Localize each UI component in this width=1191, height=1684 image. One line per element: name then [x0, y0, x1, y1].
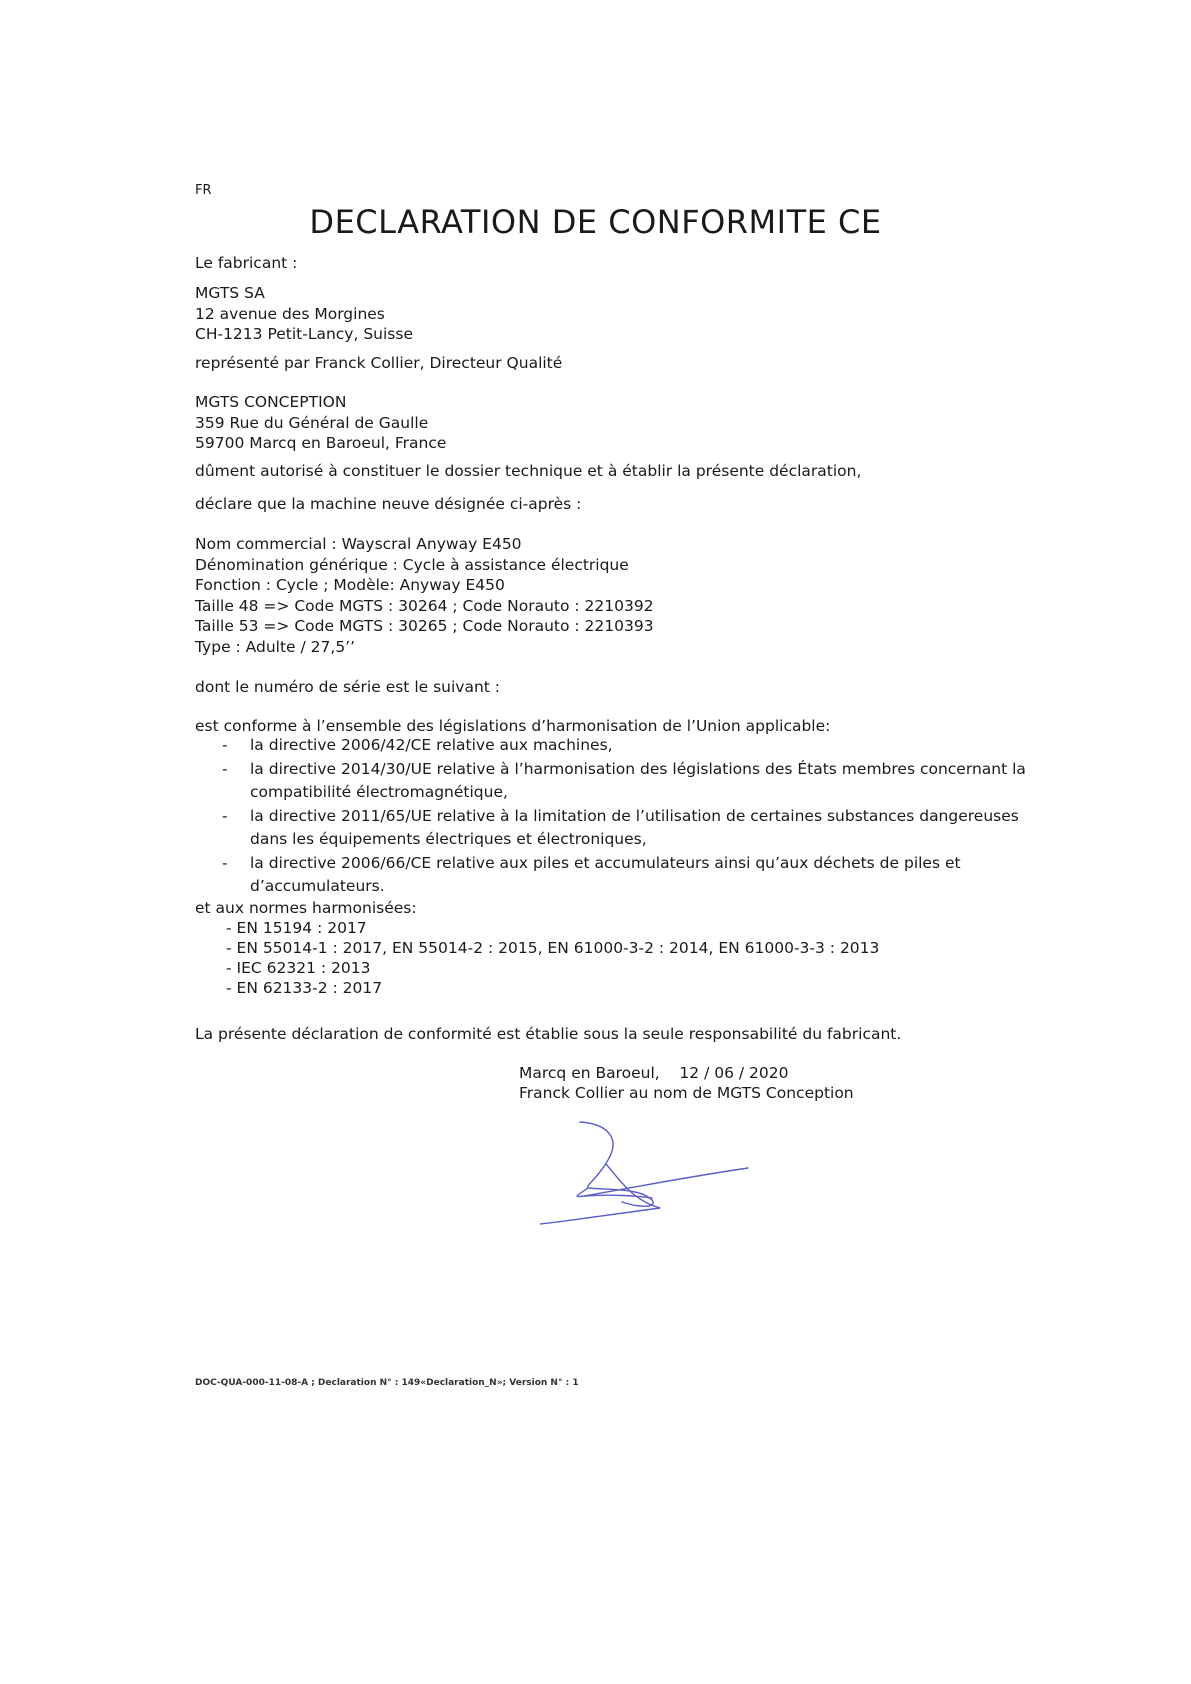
directive-line: la directive 2014/30/UE relative à l’harmonisation des législations des États membres concernant la [250, 760, 1026, 778]
machine-details [195, 534, 654, 657]
directive-bullet: - [222, 807, 228, 825]
directive-bullet: - [222, 736, 228, 754]
directive-line: la directive 2011/65/UE relative à la limitation de l’utilisation de certaines substances dangereuses [250, 807, 1019, 825]
signature-block [519, 1063, 854, 1103]
handwritten-signature [540, 1120, 760, 1230]
norm-item: - EN 55014-1 : 2017, EN 55014-2 : 2015, EN 61000-3-2 : 2014, EN 61000-3-3 : 2013 [226, 939, 880, 957]
document-reference-footer: DOC-QUA-000-11-08-A ; Declaration N° : 149«Declaration_N»; Version N° : 1 [195, 1378, 579, 1388]
size-53-codes: Taille 53 => Code MGTS : 30265 ; Code Norauto : 2210393 [195, 617, 654, 635]
signatory-name: Franck Collier au nom de MGTS Conception [519, 1084, 854, 1102]
directive-line-continued: d’accumulateurs. [250, 877, 385, 895]
conception-city: 59700 Marcq en Baroeul, France [195, 434, 447, 452]
machine-type: Type : Adulte / 27,5’’ [195, 637, 356, 656]
norms-label: et aux normes harmonisées: [195, 899, 417, 917]
generic-name: Dénomination générique : Cycle à assistance électrique [195, 555, 629, 574]
directive-line: la directive 2006/42/CE relative aux machines, [250, 736, 613, 754]
declaration-statement: déclare que la machine neuve désignée ci-après : [195, 495, 582, 513]
directive-line-continued: dans les équipements électriques et électroniques, [250, 830, 647, 848]
function-model: Fonction : Cycle ; Modèle: Anyway E450 [195, 576, 505, 594]
directive-line: la directive 2006/66/CE relative aux piles et accumulateurs ainsi qu’aux déchets de piles et [250, 854, 961, 872]
authorization-statement: dûment autorisé à constituer le dossier technique et à établir la présente déclaration, [195, 462, 862, 480]
conformity-statement: est conforme à l’ensemble des législations d’harmonisation de l’Union applicable: [195, 717, 831, 735]
directive-bullet: - [222, 760, 228, 778]
commercial-name: Nom commercial : Wayscral Anyway E450 [195, 535, 522, 553]
norm-item: - IEC 62321 : 2013 [226, 959, 371, 977]
manufacturer-address [195, 283, 413, 345]
language-code: FR [195, 183, 212, 198]
directives-list [0, 734, 1191, 904]
conception-street: 359 Rue du Général de Gaulle [195, 413, 429, 432]
size-48-codes: Taille 48 => Code MGTS : 30264 ; Code Norauto : 2210392 [195, 596, 654, 615]
norms-list [226, 918, 879, 998]
manufacturer-city: CH-1213 Petit-Lancy, Suisse [195, 325, 413, 343]
manufacturer-label: Le fabricant : [195, 254, 298, 272]
place-and-date: Marcq en Baroeul, 12 / 06 / 2020 [519, 1064, 789, 1082]
norm-item: - EN 62133-2 : 2017 [226, 979, 383, 997]
directive-line-continued: compatibilité électromagnétique, [250, 783, 508, 801]
document-title: DECLARATION DE CONFORMITE CE [309, 203, 882, 241]
responsibility-statement: La présente déclaration de conformité est établie sous la seule responsabilité du fabricant. [195, 1025, 902, 1043]
directive-bullet: - [222, 854, 228, 872]
norm-item: - EN 15194 : 2017 [226, 919, 367, 937]
serial-number-statement: dont le numéro de série est le suivant : [195, 678, 501, 696]
manufacturer-name: MGTS SA [195, 284, 265, 302]
manufacturer-street: 12 avenue des Morgines [195, 304, 385, 323]
conception-address [195, 392, 446, 454]
represented-by: représenté par Franck Collier, Directeur Qualité [195, 354, 563, 372]
conception-name: MGTS CONCEPTION [195, 393, 347, 411]
